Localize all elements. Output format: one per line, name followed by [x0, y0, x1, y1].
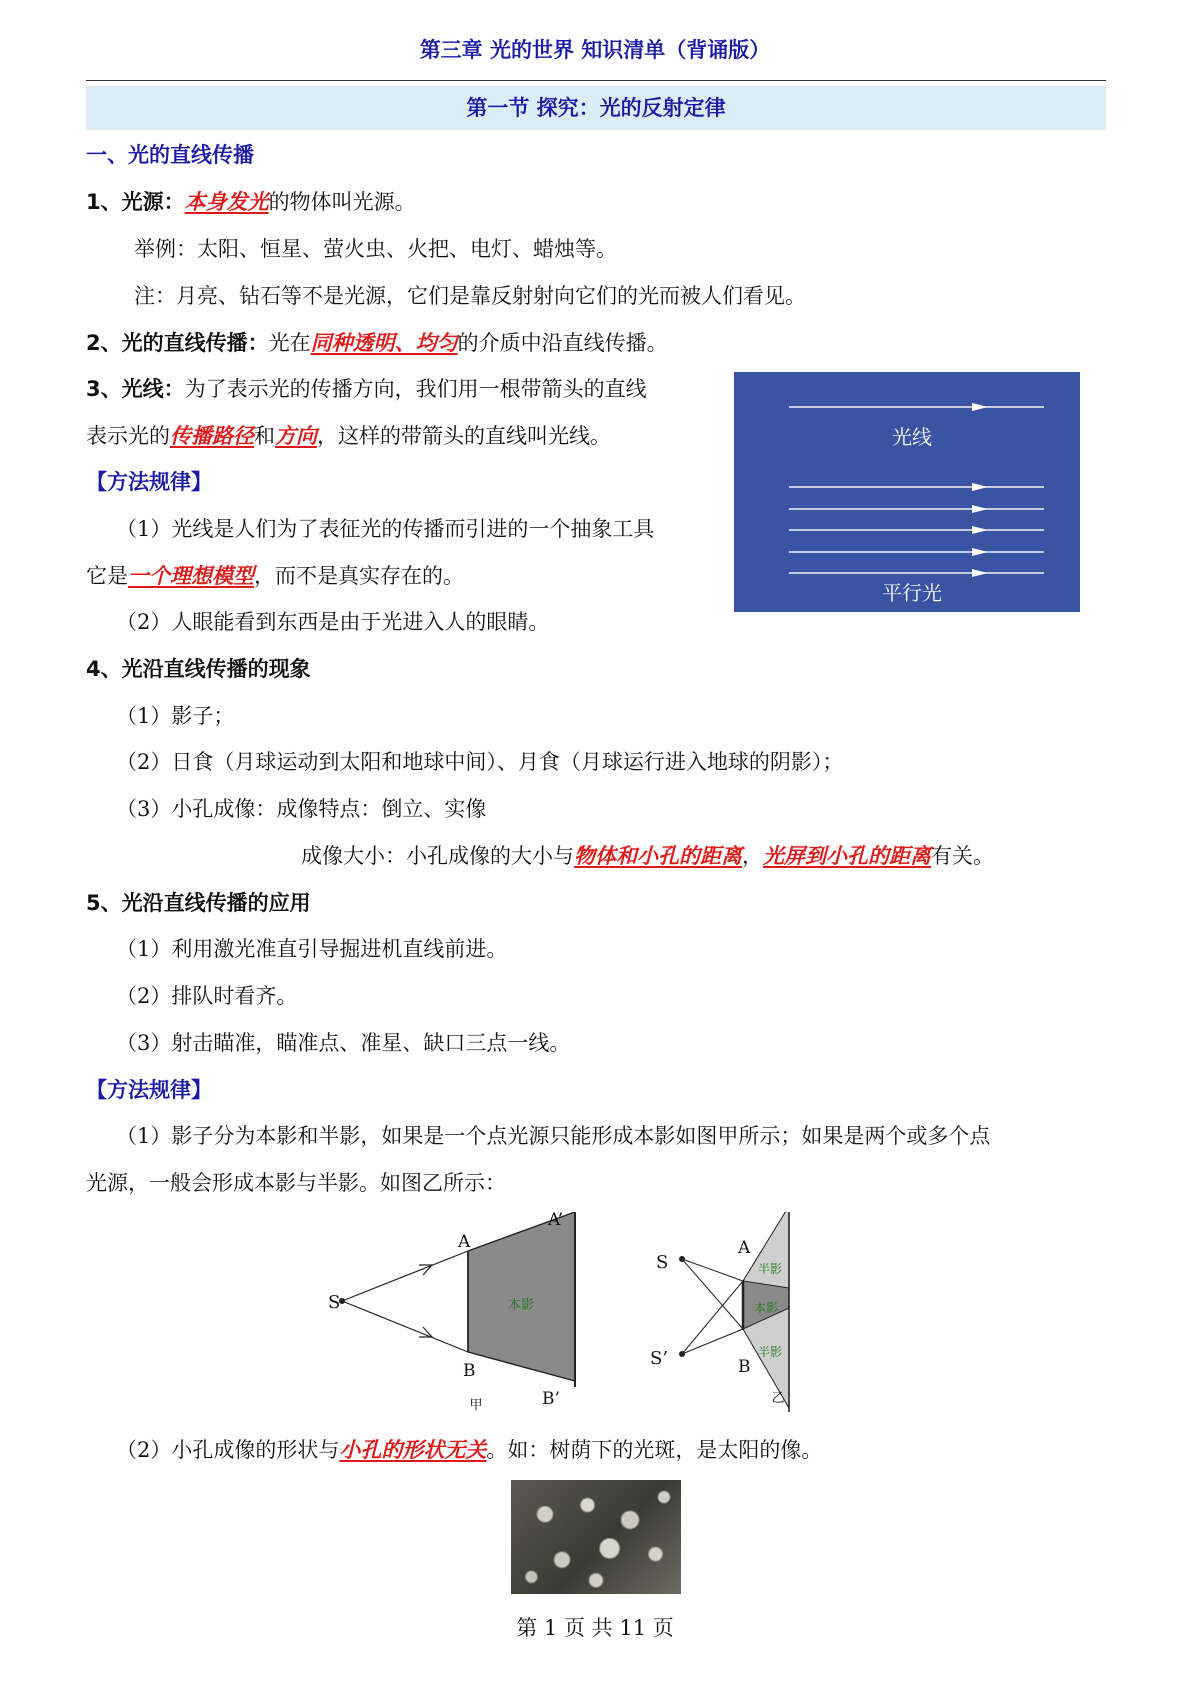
keyword-object-distance: 物体和小孔的距离: [574, 844, 742, 868]
keyword-self-luminous: 本身发光: [184, 190, 269, 214]
ray-label: 3、光线：: [86, 377, 185, 401]
parallel-ray-arrow: [972, 483, 988, 491]
label-s: S: [328, 1292, 341, 1313]
page-number: 第 1 页 共 11 页: [516, 1616, 674, 1640]
pinhole-size-rest: 有关。: [931, 844, 994, 868]
label-b: B: [463, 1361, 476, 1381]
light-ray-lower: [342, 1301, 468, 1352]
parallel-ray-arrow: [972, 526, 988, 534]
ray-line1: 为了表示光的传播方向，我们用一根带箭头的直线: [184, 377, 647, 401]
phenomena-item1: （1）影子；: [116, 704, 235, 728]
light-source-definition: [86, 187, 416, 217]
page-title: 第三章 光的世界 知识清单（背诵版）: [419, 38, 771, 62]
parallel-ray-arrow: [972, 569, 988, 577]
propagation-definition: [86, 328, 668, 358]
label-s: S: [656, 1252, 669, 1273]
phenomena-item3: （3）小孔成像：成像特点：倒立、实像: [116, 797, 487, 821]
caption-jia: 甲: [469, 1398, 483, 1413]
light-source-label: 1、光源：: [86, 190, 185, 214]
ray-line2-rest: ，这样的带箭头的直线叫光线。: [317, 424, 611, 448]
propagation-label: 2、光的直线传播：: [86, 331, 269, 355]
point-source-dot: [679, 1256, 685, 1262]
tree-shade-light-spots-photo: [511, 1480, 681, 1594]
label-b-prime: B’: [542, 1389, 560, 1409]
ray-definition-line2: [86, 421, 611, 451]
shadow-figure-yi: [650, 1212, 789, 1412]
keyword-shape-irrelevant: 小孔的形状无关: [339, 1438, 487, 1462]
shadow-figure-jia: [328, 1212, 575, 1413]
method-item2: （2）人眼能看到东西是由于光进入人的眼睛。: [116, 610, 550, 634]
method2-item2: [116, 1435, 822, 1465]
propagation-rest: 的介质中沿直线传播。: [457, 331, 668, 355]
pinhole-size-sep: ，: [742, 844, 763, 868]
ray-line2-pre: 表示光的: [86, 424, 170, 448]
penumbra-label-bottom: 半影: [757, 1345, 783, 1359]
keyword-ideal-model: 一个理想模型: [128, 564, 254, 588]
penumbra-label-top: 半影: [757, 1262, 783, 1276]
method-item1-line2: [86, 561, 464, 591]
umbra-label: 本影: [507, 1298, 535, 1313]
heading-applications: 5、光沿直线传播的应用: [86, 891, 311, 915]
umbra-region: [468, 1212, 575, 1381]
single-ray-arrow: [972, 403, 988, 411]
keyword-uniform-medium: 同种透明、均匀: [310, 331, 458, 355]
light-source-example: 举例：太阳、恒星、萤火虫、火把、电灯、蜡烛等。: [134, 237, 617, 261]
application-item1: （1）利用激光准直引导掘进机直线前进。: [116, 937, 508, 961]
parallel-ray-arrow: [972, 548, 988, 556]
light-ray-upper: [342, 1251, 468, 1301]
section-title: 第一节 探究：光的反射定律: [86, 86, 1106, 130]
heading-straight-line: 一、光的直线传播: [86, 143, 254, 167]
shadow-figures: [320, 1212, 880, 1420]
keyword-screen-distance: 光屏到小孔的距离: [763, 844, 931, 868]
label-s-prime: S’: [650, 1348, 669, 1369]
parallel-ray-arrow: [972, 505, 988, 513]
method-item1-line1: （1）光线是人们为了表征光的传播而引进的一个抽象工具: [116, 517, 655, 541]
propagation-pre: 光在: [268, 331, 311, 355]
umbra-label: 本影: [753, 1301, 779, 1315]
application-item2: （2）排队时看齐。: [116, 984, 298, 1008]
caption-yi: 乙: [771, 1391, 785, 1406]
method-rule-label-2: 【方法规律】: [86, 1078, 212, 1102]
pinhole-size-rule: [301, 841, 994, 871]
ray-line2-mid: 和: [254, 424, 275, 448]
keyword-path: 传播路径: [170, 424, 254, 448]
ray-definition-line1: [86, 374, 647, 404]
ray-arrow-icon: [419, 1327, 432, 1337]
label-a-prime: A’: [548, 1212, 564, 1230]
ray-figure: [734, 372, 1080, 612]
label-a: A: [738, 1238, 751, 1258]
heading-phenomena: 4、光沿直线传播的现象: [86, 657, 311, 681]
light-source-rest: 的物体叫光源。: [268, 190, 416, 214]
keyword-direction: 方向: [275, 424, 317, 448]
method2-item2-pre: （2）小孔成像的形状与: [116, 1438, 340, 1462]
application-item3: （3）射击瞄准，瞄准点、准星、缺口三点一线。: [116, 1031, 571, 1055]
method-rule-label: 【方法规律】: [86, 470, 212, 494]
method2-item1-line1: （1）影子分为本影和半影，如果是一个点光源只能形成本影如图甲所示；如果是两个或多个点: [116, 1124, 991, 1148]
label-b: B: [738, 1357, 751, 1377]
method-item1-rest: ，而不是真实存在的。: [254, 564, 464, 588]
light-source-note: 注：月亮、钻石等不是光源，它们是靠反射射向它们的光而被人们看见。: [134, 284, 806, 308]
phenomena-item2: （2）日食（月球运动到太阳和地球中间）、月食（月球运行进入地球的阴影）；: [116, 750, 844, 774]
ray-s-prime-a: [682, 1281, 743, 1354]
point-source-dot: [679, 1351, 685, 1357]
ray-s-prime-b: [682, 1329, 743, 1354]
label-a: A: [458, 1232, 471, 1252]
title-divider: [86, 80, 1106, 81]
pinhole-size-pre: 成像大小：小孔成像的大小与: [301, 844, 574, 868]
parallel-light-caption: 平行光: [882, 581, 942, 605]
method2-item1-line2: 光源，一般会形成本影与半影。如图乙所示：: [86, 1171, 506, 1195]
method2-item2-rest: 。如：树荫下的光斑，是太阳的像。: [486, 1438, 823, 1462]
method-item1-pre: 它是: [86, 564, 128, 588]
ray-caption: 光线: [892, 425, 932, 449]
